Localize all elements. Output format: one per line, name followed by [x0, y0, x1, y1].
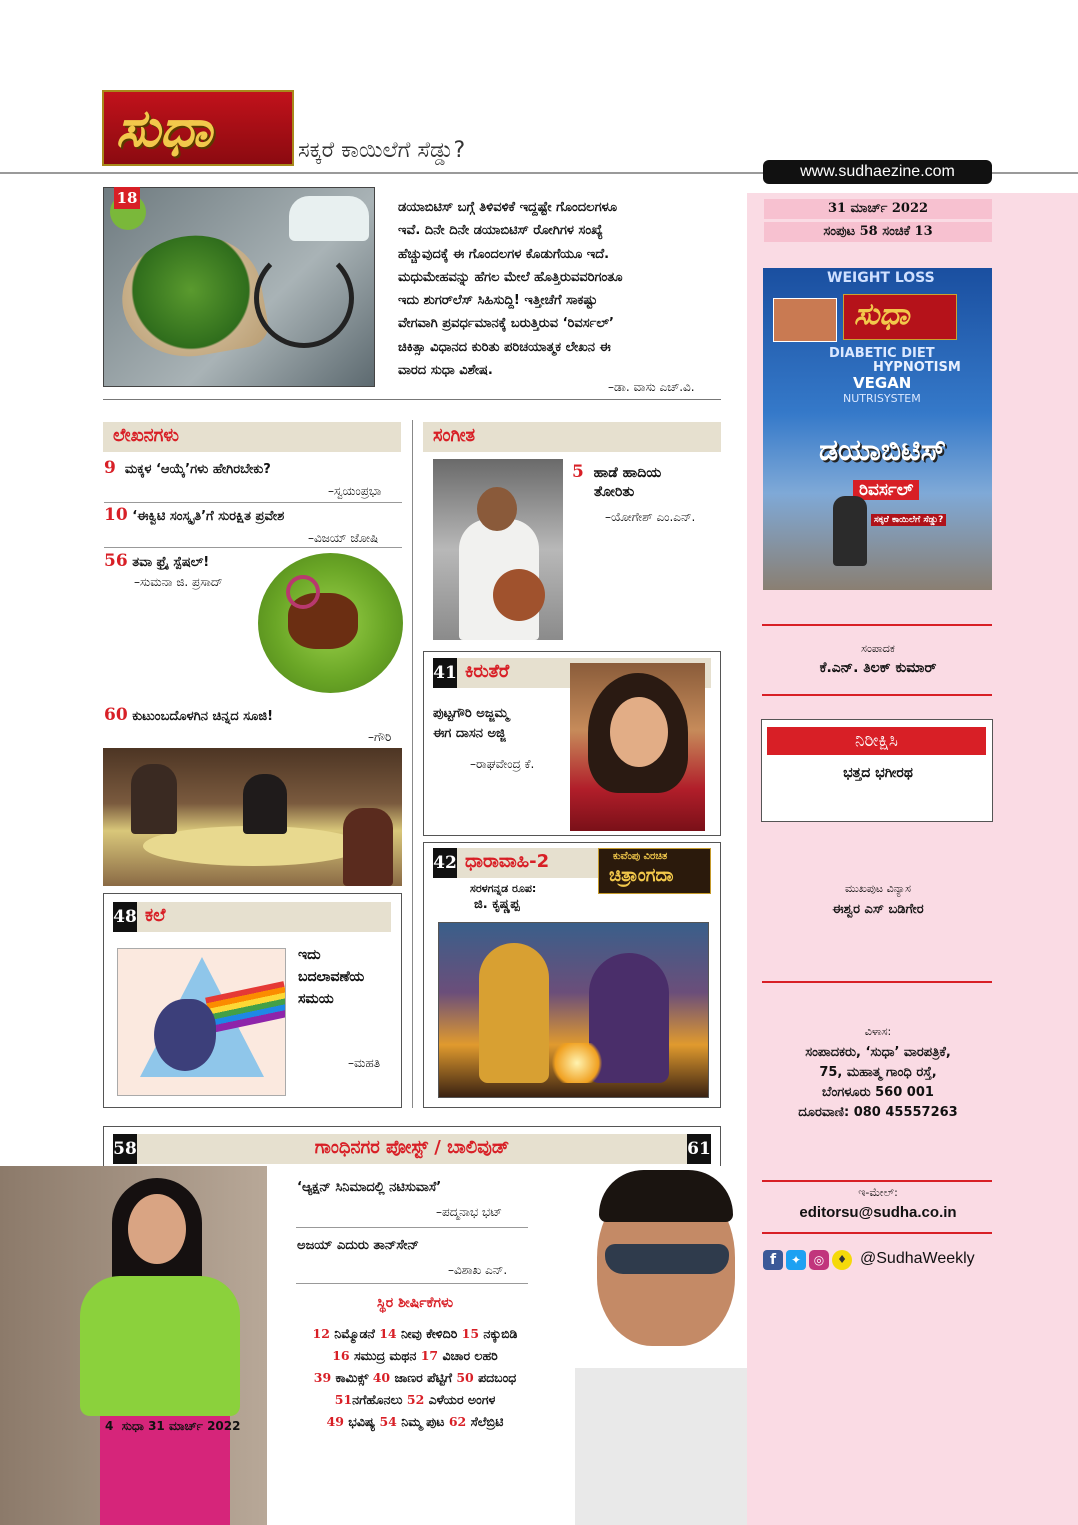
serial-heading: ಧಾರಾವಾಹಿ-2 [465, 851, 550, 872]
cover-story-image [103, 187, 375, 387]
cover-logo: ಸುಧಾ [843, 294, 957, 340]
cover-words-1: WEIGHT LOSS [827, 270, 935, 286]
fixed-columns-row[interactable]: 12 ನಿಮ್ಮೊಡನೆ 14 ನೀವು ಕೇಳಿದಿರಿ 15 ನಕ್ಕುಬಿಡಿ [312, 1326, 518, 1341]
cover-story-line: ಮಧುಮೇಹವನ್ನು ಹೆಗಲ ಮೇಲೆ ಹೊತ್ತಿರುವವರಿಗಂತೂ [398, 269, 623, 285]
serial-title-badge [598, 848, 711, 894]
small-screen-image [570, 663, 705, 831]
cover-story-page: 18 [114, 187, 140, 209]
small-screen-title-cont[interactable]: ಈಗ ದಾಸನ ಅಜ್ಜಿ [433, 726, 506, 741]
cover-story-line: ಡಯಾಬಿಟಿಸ್ ಬಗ್ಗೆ ತಿಳಿವಳಿಕೆ ಇದ್ದಷ್ಟೇ ಗೊಂದಲಗಳೂ [398, 200, 617, 215]
cover-words-4: VEGAN [853, 374, 912, 392]
cover-story-author: –ಡಾ. ವಾಸು ಎಚ್.ವಿ. [608, 380, 695, 394]
cover-words-3: HYPNOTISM [873, 360, 961, 375]
onion-rings [286, 575, 320, 609]
instagram-icon[interactable]: ◎ [809, 1250, 829, 1270]
cover-subtitle: ರಿವರ್ಸಲ್ [853, 480, 919, 500]
article-rule [104, 547, 402, 548]
article-author: –ಗೌರಿ [368, 730, 392, 744]
sidebar-rule-1 [762, 624, 992, 626]
email-link[interactable]: editorsu@sudha.co.in [799, 1204, 957, 1221]
face-silhouette [154, 999, 216, 1071]
green-top [80, 1276, 240, 1416]
actor-hair [599, 1170, 733, 1222]
stethoscope [254, 248, 354, 348]
footer-page-info: 4 ಸುಧಾ 31 ಮಾರ್ಚ್ 2022 [105, 1419, 241, 1433]
actress-photo [0, 1166, 267, 1525]
dancer-figure [479, 943, 549, 1083]
person-right [343, 808, 393, 886]
article-rule [104, 502, 402, 503]
twitter-icon[interactable]: ✦ [786, 1250, 806, 1270]
fixed-columns-row[interactable]: 49 ಭವಿಷ್ಯ 54 ನಿಮ್ಮ ಪುಟ 62 ಸೆಲೆಬ್ರಿಟಿ [326, 1414, 504, 1429]
cinema-item[interactable]: ‘ಆ್ಯಕ್ಷನ್ ಸಿನಿಮಾದಲ್ಲಿ ನಟಿಸುವಾಸೆ’ [297, 1180, 442, 1195]
article-item[interactable]: 9 ಮಕ್ಕಳ ‘ಆಯ್ಕೆ’ಗಳು ಹೇಗಿರಬೇಕು? [104, 458, 271, 478]
address-line: ಸಂಪಾದಕರು, ‘ಸುಧಾ’ ವಾರಪತ್ರಿಕೆ, [805, 1045, 951, 1060]
serial-credit-label: ಸರಳಗನ್ನಡ ರೂಪ: [470, 882, 537, 895]
cover-design-name: ಈಶ್ವರ ಎಸ್ ಬಡಿಗೇರ [832, 902, 924, 917]
fixed-columns-row[interactable]: 39 ಕಾಮಿಕ್ಸ್ 40 ಜಾಣರ ಪೆಟ್ಟಿಗೆ 50 ಪದಬಂಧ [313, 1370, 517, 1385]
cover-photo [773, 298, 837, 342]
small-screen-title[interactable]: ಪುಟ್ಟಗೌರಿ ಅಜ್ಜಮ್ಮ [433, 706, 509, 721]
expect-text: ಭತ್ತದ ಭಗೀರಥ [843, 765, 913, 781]
cover-figure [833, 496, 867, 566]
email-label: ಇ-ಮೇಲ್: [858, 1186, 898, 1199]
serial-page-num: 42 [433, 848, 457, 878]
fixed-columns-row[interactable]: 16 ಸಮುದ್ರ ಮಥನ 17 ವಿಚಾರ ಲಹರಿ [332, 1348, 498, 1363]
family-dinner-image [103, 748, 402, 886]
cover-story-line: ಚಿಕಿತ್ಸಾ ವಿಧಾನದ ಕುರಿತು ಪರಿಚಯಾತ್ಮಕ ಲೇಖನ ಈ [398, 339, 611, 355]
art-illustration [117, 948, 286, 1096]
art-page-num: 48 [113, 902, 137, 932]
phone-line: ದೂರವಾಣಿ: 080 45557263 [798, 1105, 958, 1120]
serial-image [438, 922, 709, 1098]
koo-icon[interactable]: ♦ [832, 1250, 852, 1270]
art-heading-bar [113, 902, 391, 932]
small-screen-page-num: 41 [433, 658, 457, 688]
sidebar-rule-3 [762, 981, 992, 983]
small-screen-author: –ರಾಘವೇಂದ್ರ ಕೆ. [470, 757, 535, 771]
website-url[interactable]: www.sudhaezine.com [763, 160, 992, 184]
actor-photo [575, 1168, 747, 1525]
actor-shirt [575, 1368, 747, 1525]
actress-face-shape [128, 1194, 186, 1264]
cover-thumbnail [763, 268, 992, 590]
veena-instrument [493, 569, 545, 621]
cinema-rule [296, 1227, 528, 1228]
editor-name: ಕೆ.ಎನ್. ತಿಲಕ್ ಕುಮಾರ್ [819, 660, 937, 676]
cinema-author: –ಪದ್ಮನಾಭ ಭಟ್ [436, 1205, 502, 1219]
cover-story-line: ಇದು ಶುಗರ್‌ಲೆಸ್ ಸಿಹಿಸುದ್ದಿ! ಇತ್ತೀಚೆಗೆ ಸಾಕಷ್ಟು [398, 293, 598, 309]
sudha-logo: ಸುಧಾ [102, 90, 294, 166]
social-handle[interactable]: @SudhaWeekly [860, 1250, 975, 1267]
article-item[interactable]: 10 ‘ಈಕ್ವಿಟಿ ಸಂಸ್ಕೃತಿ’ಗೆ ಸುರಕ್ಷಿತ ಪ್ರವೇಶ [104, 505, 285, 525]
serial-badge-top: ಕುವೆಂಪು ವಿರಚಿತ [613, 851, 668, 862]
cover-strap: ಸಕ್ಕರೆ ಕಾಯಿಲೆಗೆ ಸೆಡ್ಡು? [871, 514, 946, 526]
music-item[interactable]: 5 ಹಾಡೆ ಹಾದಿಯ [572, 462, 662, 482]
issue-date: 31 ಮಾರ್ಚ್ 2022 [764, 199, 992, 219]
cover-story-line: ವಾರದ ಸುಧಾ ವಿಶೇಷ. [398, 363, 493, 379]
articles-heading: ಲೇಖನಗಳು [113, 425, 179, 446]
cover-story-rule [103, 399, 721, 400]
singer-head [477, 487, 517, 531]
issue-volume: ಸಂಪುಟ 58 ಸಂಚಿಕೆ 13 [764, 222, 992, 242]
article-item[interactable]: 56 ತವಾ ಫ್ರೈ ಸ್ಪೆಷಲ್! [104, 551, 210, 571]
cover-story-text [398, 196, 728, 382]
sidebar-rule-5 [762, 1232, 992, 1234]
cinema-heading: ಗಾಂಧಿನಗರ ಪೋಸ್ಟ್ / ಬಾಲಿವುಡ್ [314, 1137, 510, 1158]
art-heading: ಕಲೆ [145, 905, 166, 926]
address-line: ಬೆಂಗಳೂರು 560 001 [822, 1085, 934, 1100]
music-heading: ಸಂಗೀತ [433, 425, 476, 446]
sidebar-rule-4 [762, 1180, 992, 1182]
music-heading-bar [423, 422, 721, 452]
cinema-rule [296, 1283, 528, 1284]
sidebar-rule-2 [762, 694, 992, 696]
cover-story-line: ವೇಗವಾಗಿ ಪ್ರವರ್ಧಮಾನಕ್ಕೆ ಬರುತ್ತಿರುವ ‘ರಿವರ್ಸಲ್’ [398, 316, 614, 332]
address-label: ವಿಳಾಸ: [864, 1025, 892, 1038]
music-author: –ಯೋಗೇಶ್ ಎಂ.ಎನ್. [605, 510, 696, 524]
actor-sunglasses [605, 1244, 729, 1274]
article-author: –ಸುಮನಾ ಜಿ. ಪ್ರಸಾದ್ [134, 575, 223, 589]
cover-words-5: NUTRISYSTEM [843, 392, 921, 405]
address-line: 75, ಮಹಾತ್ಮ ಗಾಂಧಿ ರಸ್ತೆ, [819, 1065, 937, 1080]
cinema-page-num-right: 61 [687, 1134, 711, 1164]
cinema-author: –ವಿಶಾಖ ಎನ್. [448, 1263, 508, 1277]
fixed-columns-row[interactable]: 51ನಗೆಹೊನಲು 52 ಎಳೆಯರ ಅಂಗಳ [334, 1392, 496, 1407]
heart-bowl [113, 225, 272, 367]
cover-words-2: DIABETIC DIET [829, 346, 935, 361]
article-author: –ವಿಜಯ್ ಜೋಷಿ [308, 531, 379, 545]
expect-label: ನಿರೀಕ್ಷಿಸಿ [767, 727, 986, 755]
sneaker [289, 196, 369, 241]
cinema-item[interactable]: ಅಜಯ್ ಎದುರು ತಾನ್‌ಸೇನ್ [297, 1238, 419, 1253]
articles-heading-bar [103, 422, 401, 452]
fixed-columns-heading: ಸ್ಥಿರ ಶೀರ್ಷಿಕೆಗಳು [376, 1295, 454, 1311]
person-center [243, 774, 287, 834]
tawa-fry-image [258, 553, 403, 693]
serial-badge-main: ಚಿತ್ರಾಂಗದಾ [609, 865, 674, 886]
lamp-glow [547, 1043, 607, 1083]
art-title[interactable]: ಇದು ಬದಲಾವಣೆಯ ಸಮಯ [298, 947, 365, 1007]
cover-design-label: ಮುಖಪುಟ ವಿನ್ಯಾಸ [844, 882, 912, 895]
article-item[interactable]: 60 ಕುಟುಂಬದೊಳಗಿನ ಚಿನ್ನದ ಸೂಜಿ! [104, 705, 274, 725]
music-image [433, 459, 563, 640]
cover-story-line: ಹೆಚ್ಚುವುದಕ್ಕೆ ಈ ಗೊಂದಲಗಳ ಕೊಡುಗೆಯೂ ಇದೆ. [398, 246, 610, 262]
cover-story-line: ಇವೆ. ದಿನೇ ದಿನೇ ಡಯಾಬಿಟಿಸ್ ರೋಗಿಗಳ ಸಂಖ್ಯೆ [398, 223, 603, 239]
art-author: –ಮಹತಿ [348, 1056, 381, 1070]
cinema-page-num-left: 58 [113, 1134, 137, 1164]
article-author: –ಸ್ವಯಂಪ್ರಭಾ [328, 484, 382, 498]
serial-credit-name: ಜಿ. ಕೃಷ್ಣಪ್ಪ [474, 897, 520, 912]
editor-label: ಸಂಪಾದಕ [861, 642, 895, 655]
cover-title: ಡಯಾಬಿಟಿಸ್ [819, 433, 947, 468]
column-divider [412, 420, 413, 1108]
music-title-cont[interactable]: ತೋರಿತು [594, 484, 635, 500]
small-screen-heading: ಕಿರುತೆರೆ [465, 661, 510, 682]
header-tagline: ಸಕ್ಕರೆ ಕಾಯಿಲೆಗೆ ಸೆಡ್ಡು? [298, 138, 466, 163]
actress-face [610, 697, 668, 767]
facebook-icon[interactable]: f [763, 1250, 783, 1270]
person-left [131, 764, 177, 834]
cinema-heading-bar [113, 1134, 711, 1164]
